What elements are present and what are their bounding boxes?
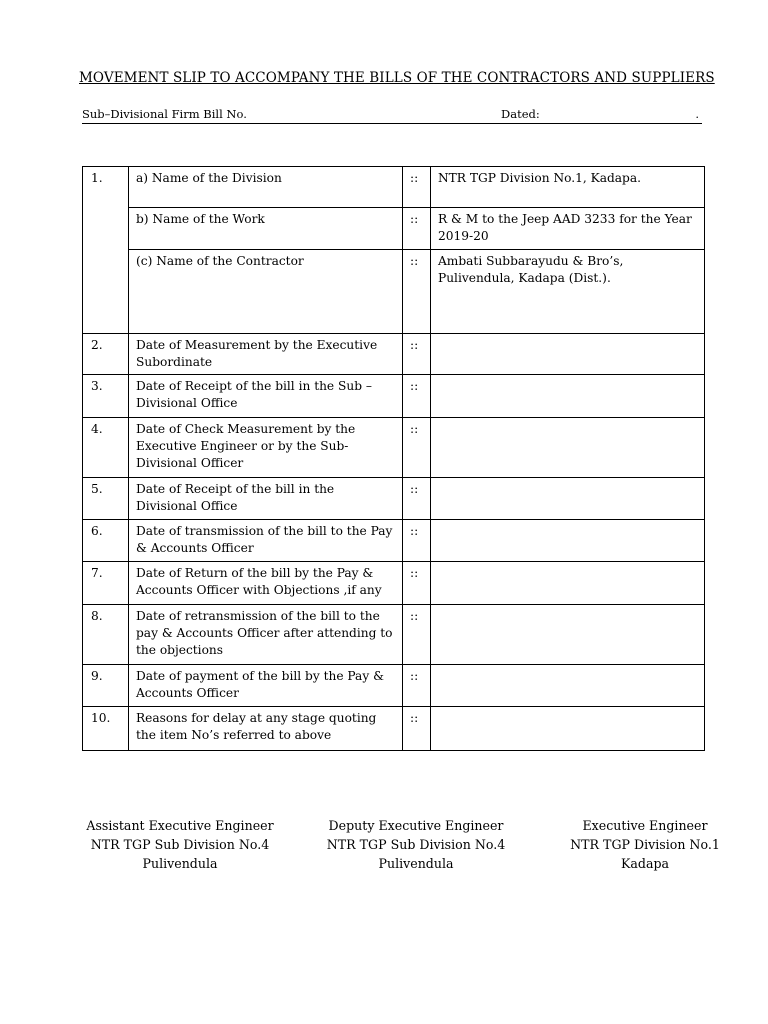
row-number: 7.: [83, 562, 129, 605]
row-separator: ::: [403, 250, 431, 334]
row-description: Date of Check Measurement by the Executive Engineer or by the Sub-Divisional Officer: [129, 418, 403, 478]
row-description: Date of retransmission of the bill to the pay & Accounts Officer after attending to the objections: [129, 605, 403, 665]
dated-end-mark: .: [695, 107, 699, 121]
document-title: MOVEMENT SLIP TO ACCOMPANY THE BILLS OF THE CONTRACTORS AND SUPPLIERS: [79, 70, 715, 86]
row-value: [431, 707, 705, 751]
row-value: [431, 478, 705, 520]
row-description: Reasons for delay at any stage quoting the item No’s referred to above: [129, 707, 403, 751]
row-value: [431, 418, 705, 478]
signature-block-dee: [306, 816, 526, 873]
row-number: 5.: [83, 478, 129, 520]
row-number: 6.: [83, 520, 129, 562]
signature-block-aee: [70, 816, 290, 873]
row-number: 2.: [83, 334, 129, 375]
row-number: 8.: [83, 605, 129, 665]
table-row: [83, 665, 705, 707]
table-row: [83, 334, 705, 375]
row-value: Ambati Subbarayudu & Bro’s, Pulivendula, Kadapa (Dist.).: [431, 250, 705, 334]
signature-place: Pulivendula: [378, 856, 454, 871]
row-description: Date of Receipt of the bill in the Divisional Office: [129, 478, 403, 520]
table-row: [83, 167, 705, 208]
row-number: 9.: [83, 665, 129, 707]
signature-place: Kadapa: [620, 856, 670, 871]
row-separator: ::: [403, 605, 431, 665]
table-row: [83, 520, 705, 562]
signature-place: Pulivendula: [142, 856, 218, 871]
row-description: Date of transmission of the bill to the Pay & Accounts Officer: [129, 520, 403, 562]
signature-block-ee: [535, 816, 755, 873]
table-row: [83, 478, 705, 520]
row-number: 3.: [83, 375, 129, 418]
signature-office: NTR TGP Sub Division No.4: [326, 837, 506, 852]
row-separator: ::: [403, 665, 431, 707]
table-row: [83, 418, 705, 478]
row-separator: ::: [403, 520, 431, 562]
row-description: b) Name of the Work: [129, 208, 403, 250]
row-separator: ::: [403, 562, 431, 605]
table-row: [83, 250, 705, 334]
row-separator: ::: [403, 478, 431, 520]
row-value: [431, 375, 705, 418]
row-value: R & M to the Jeep AAD 3233 for the Year 2019-20: [431, 208, 705, 250]
row-value: [431, 562, 705, 605]
row-number: 4.: [83, 418, 129, 478]
row-description: Date of Return of the bill by the Pay & Accounts Officer with Objections ,if any: [129, 562, 403, 605]
row-value: [431, 520, 705, 562]
signature-designation: Deputy Executive Engineer: [328, 818, 504, 833]
row-separator: ::: [403, 375, 431, 418]
movement-slip-table: [82, 166, 705, 751]
signature-office: NTR TGP Division No.1: [570, 837, 720, 852]
signature-office: NTR TGP Sub Division No.4: [90, 837, 270, 852]
bill-number-line: [82, 107, 702, 124]
dated-label: Dated:: [501, 107, 540, 121]
row-number: 10.: [83, 707, 129, 751]
row-value: NTR TGP Division No.1, Kadapa.: [431, 167, 705, 208]
row-separator: ::: [403, 208, 431, 250]
row-description: a) Name of the Division: [129, 167, 403, 208]
row-separator: ::: [403, 418, 431, 478]
table-row: [83, 605, 705, 665]
row-value: [431, 334, 705, 375]
row-value: [431, 665, 705, 707]
signature-designation: Assistant Executive Engineer: [86, 818, 274, 833]
row-value: [431, 605, 705, 665]
table-row: [83, 208, 705, 250]
table-row: [83, 562, 705, 605]
row-description: Date of payment of the bill by the Pay & Accounts Officer: [129, 665, 403, 707]
row-separator: ::: [403, 707, 431, 751]
row-description: (c) Name of the Contractor: [129, 250, 403, 334]
table-row: [83, 375, 705, 418]
row-number: 1.: [83, 167, 129, 334]
row-separator: ::: [403, 167, 431, 208]
signature-designation: Executive Engineer: [582, 818, 708, 833]
row-separator: ::: [403, 334, 431, 375]
table-row: [83, 707, 705, 751]
bill-number-label: Sub–Divisional Firm Bill No.: [82, 107, 247, 121]
row-description: Date of Measurement by the Executive Subordinate: [129, 334, 403, 375]
row-description: Date of Receipt of the bill in the Sub – Divisional Office: [129, 375, 403, 418]
